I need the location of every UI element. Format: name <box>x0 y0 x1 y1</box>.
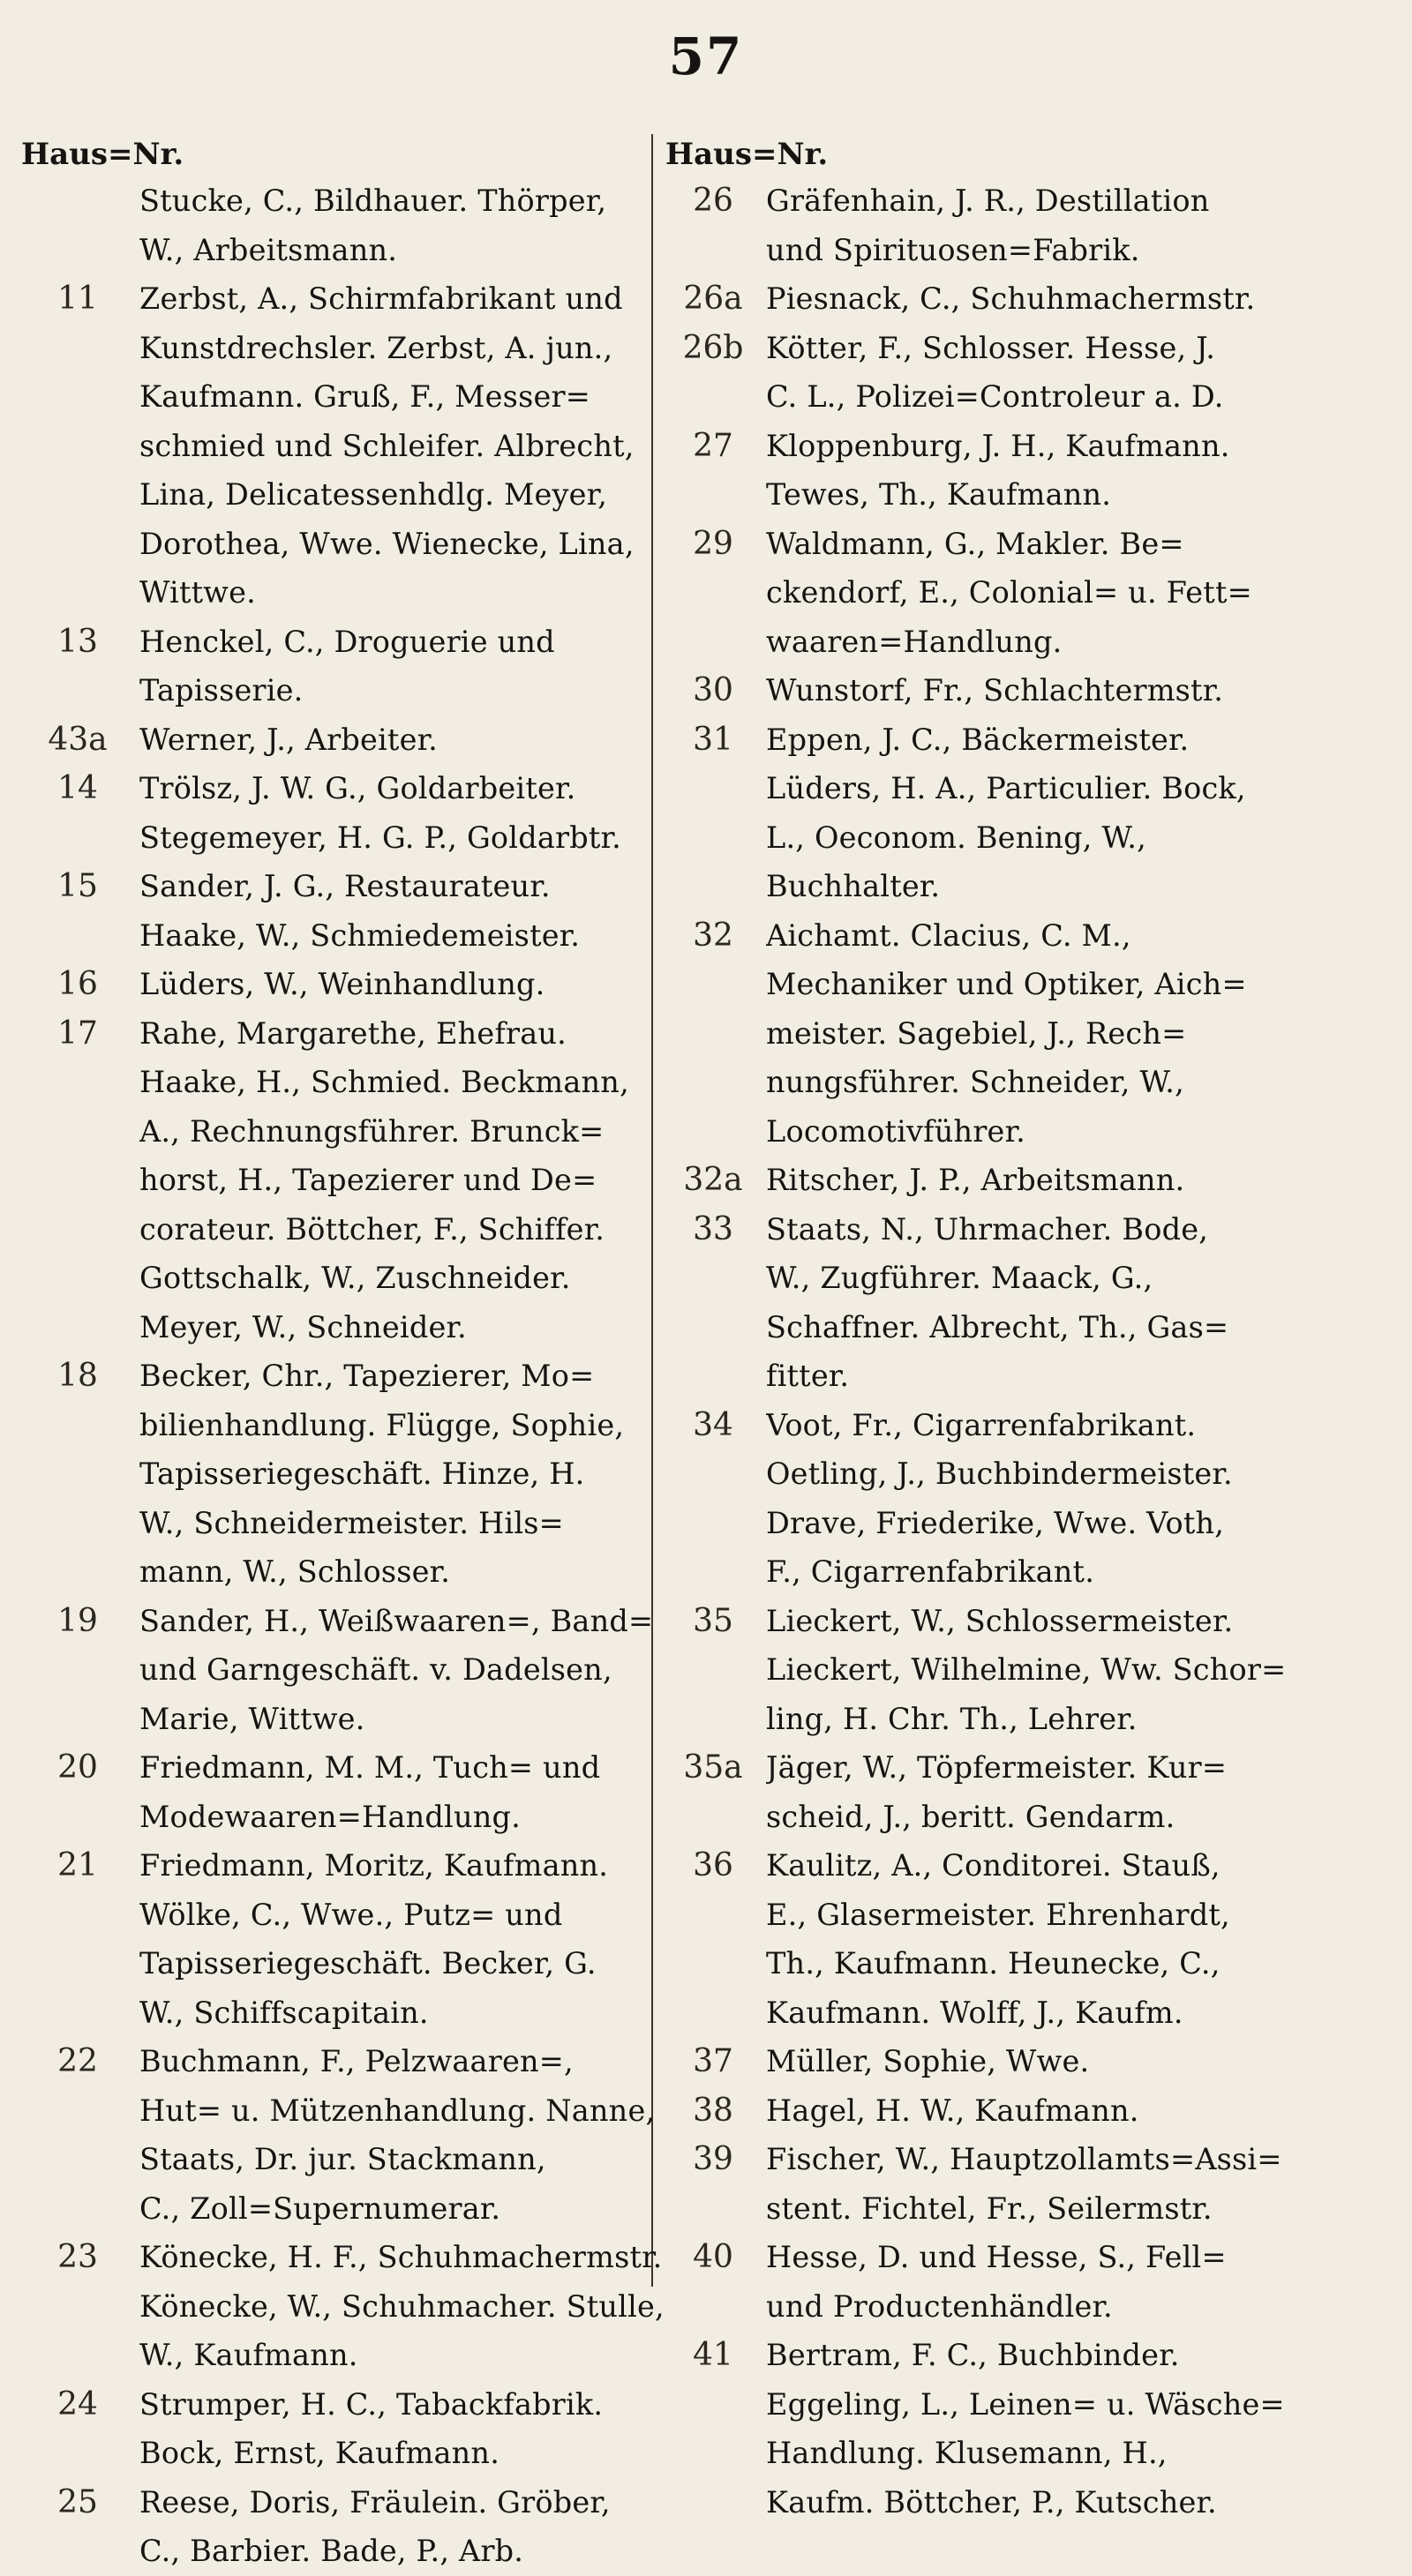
entry-line: Kloppenburg, J. H., Kaufmann. <box>766 428 1230 463</box>
entry-list <box>16 176 669 2576</box>
entry-line: Reese, Doris, Fräulein. Gröber, <box>139 2484 611 2520</box>
entry-line: C. L., Polizei=Controleur a. D. <box>766 379 1224 414</box>
entry-line: horst, H., Tapezierer und De= <box>139 1163 597 1197</box>
house-number: 23 <box>57 2239 98 2275</box>
right-column <box>660 132 1324 2527</box>
entry-line: Lüders, W., Weinhandlung. <box>139 967 545 1001</box>
entry-text <box>139 715 669 765</box>
entry-text <box>139 1743 669 1841</box>
house-number: 30 <box>693 672 733 708</box>
entry-list <box>660 176 1324 2527</box>
entry-line: Lieckert, Wilhelmine, Ww. Schor= <box>766 1652 1287 1687</box>
entry-line: waaren=Handlung. <box>766 624 1063 659</box>
entry-text <box>766 2135 1324 2233</box>
entry-text <box>766 2331 1324 2527</box>
directory-entry <box>16 2037 669 2233</box>
entry-text <box>766 1205 1324 1401</box>
directory-entry <box>660 1401 1324 1597</box>
entry-line: Trölsz, J. W. G., Goldarbeiter. <box>139 771 576 805</box>
directory-entry <box>660 2331 1324 2527</box>
entry-text <box>139 618 669 715</box>
house-number: 34 <box>693 1406 733 1443</box>
entry-line: W., Schneidermeister. Hils= <box>139 1505 564 1540</box>
entry-text <box>139 176 669 274</box>
entry-line: Könecke, W., Schuhmacher. Stulle, <box>139 2288 665 2324</box>
house-number: 38 <box>693 2092 733 2129</box>
house-number: 25 <box>57 2483 98 2520</box>
directory-entry <box>660 666 1324 715</box>
entry-line: Lina, Delicatessenhdlg. Meyer, <box>139 477 608 512</box>
entry-line: Meyer, W., Schneider. <box>139 1309 467 1344</box>
directory-entry <box>660 274 1324 324</box>
entry-line: Kötter, F., Schlosser. Hesse, J. <box>766 330 1216 365</box>
entry-line: Sander, J. G., Restaurateur. <box>139 869 551 903</box>
directory-entry <box>16 618 669 715</box>
entry-line: ckendorf, E., Colonial= u. Fett= <box>766 575 1252 610</box>
entry-text <box>766 324 1324 422</box>
directory-entry <box>660 911 1324 1157</box>
directory-entry <box>660 1205 1324 1401</box>
entry-line: Eppen, J. C., Bäckermeister. <box>766 722 1190 757</box>
entry-line: Bertram, F. C., Buchbinder. <box>766 2338 1180 2372</box>
directory-entry <box>16 1841 669 2037</box>
house-number: 20 <box>57 1749 98 1786</box>
entry-line: Buchhalter. <box>766 869 941 903</box>
house-number: 26 <box>693 183 733 219</box>
entry-line: Th., Kaufmann. Heunecke, C., <box>766 1946 1220 1981</box>
entry-text <box>766 1597 1324 1744</box>
entry-line: Zerbst, A., Schirmfabrikant und <box>139 281 623 316</box>
entry-line: Mechaniker und Optiker, Aich= <box>766 967 1247 1001</box>
directory-entry <box>16 1352 669 1597</box>
entry-line: Werner, J., Arbeiter. <box>139 722 439 757</box>
entry-line: Gräfenhain, J. R., Destillation <box>766 183 1210 218</box>
directory-entry <box>660 1841 1324 2037</box>
directory-entry <box>660 324 1324 422</box>
entry-line: Handlung. Klusemann, H., <box>766 2436 1168 2470</box>
entry-text <box>766 422 1324 520</box>
directory-entry <box>660 1597 1324 1744</box>
entry-line: Modewaaren=Handlung. <box>139 1799 522 1834</box>
entry-line: Kunstdrechsler. Zerbst, A. jun., <box>139 330 613 365</box>
entry-line: Dorothea, Wwe. Wienecke, Lina, <box>139 526 635 561</box>
entry-text <box>139 764 669 862</box>
entry-line: E., Glasermeister. Ehrenhardt, <box>766 1897 1230 1932</box>
house-number: 13 <box>57 623 98 660</box>
entry-line: Könecke, H. F., Schuhmachermstr. <box>139 2240 663 2274</box>
entry-line: bilienhandlung. Flügge, Sophie, <box>139 1407 625 1442</box>
entry-line: und Garngeschäft. v. Dadelsen, <box>139 1652 612 1687</box>
directory-entry <box>16 862 669 960</box>
entry-line: scheid, J., beritt. Gendarm. <box>766 1799 1175 1834</box>
entry-line: Marie, Wittwe. <box>139 1701 365 1736</box>
entry-text <box>766 274 1324 324</box>
house-number: 26b <box>682 329 744 366</box>
entry-line: Wunstorf, Fr., Schlachtermstr. <box>766 673 1224 708</box>
column-header: Haus=Nr. <box>21 137 184 172</box>
house-number: 18 <box>57 1358 98 1394</box>
house-number: 24 <box>57 2385 98 2422</box>
directory-entry <box>660 422 1324 520</box>
entry-line: Hesse, D. und Hesse, S., Fell= <box>766 2240 1227 2274</box>
entry-line: Drave, Friederike, Wwe. Voth, <box>766 1505 1225 1540</box>
house-number: 22 <box>57 2043 98 2079</box>
entry-line: C., Zoll=Supernumerar. <box>139 2190 501 2226</box>
house-number: 16 <box>57 966 98 1002</box>
entry-line: Gottschalk, W., Zuschneider. <box>139 1261 571 1295</box>
directory-entry <box>660 520 1324 667</box>
entry-text <box>766 2233 1324 2331</box>
entry-line: schmied und Schleifer. Albrecht, <box>139 428 635 463</box>
house-number: 43a <box>48 721 108 758</box>
entry-text <box>766 911 1324 1157</box>
directory-entry <box>16 960 669 1009</box>
directory-entry <box>16 715 669 765</box>
house-number: 17 <box>57 1015 98 1052</box>
house-number: 26a <box>683 281 743 317</box>
entry-text <box>766 176 1324 274</box>
entry-line: Stucke, C., Bildhauer. Thörper, <box>139 183 607 218</box>
entry-line: W., Schiffscapitain. <box>139 1995 429 2030</box>
entry-line: Fischer, W., Hauptzollamts=Assi= <box>766 2142 1282 2176</box>
entry-line: Wölke, C., Wwe., Putz= und <box>139 1897 563 1932</box>
entry-line: Tapisseriegeschäft. Becker, G. <box>139 1946 597 1981</box>
directory-entry <box>660 1156 1324 1205</box>
entry-line: Kaufmann. Wolff, J., Kaufm. <box>766 1995 1183 2030</box>
entry-line: corateur. Böttcher, F., Schiffer. <box>139 1211 605 1247</box>
house-number: 15 <box>57 868 98 904</box>
entry-text <box>139 2478 669 2576</box>
directory-entry <box>660 2086 1324 2136</box>
entry-line: ling, H. Chr. Th., Lehrer. <box>766 1701 1138 1736</box>
entry-line: Locomotivführer. <box>766 1113 1025 1149</box>
entry-line: Oetling, J., Buchbindermeister. <box>766 1456 1233 1491</box>
directory-entry <box>16 1743 669 1841</box>
entry-line: C., Barbier. Bade, P., Arb. <box>139 2534 524 2568</box>
entry-line: und Productenhändler. <box>766 2288 1113 2324</box>
entry-line: Lieckert, W., Schlossermeister. <box>766 1603 1234 1638</box>
house-number: 32a <box>683 1162 743 1198</box>
entry-line: Wittwe. <box>139 575 257 610</box>
entry-text <box>139 2380 669 2478</box>
entry-text <box>139 1841 669 2037</box>
entry-line: F., Cigarrenfabrikant. <box>766 1554 1095 1589</box>
entry-line: Lüders, H. A., Particulier. Bock, <box>766 771 1246 805</box>
house-number: 29 <box>693 525 733 562</box>
entry-line: meister. Sagebiel, J., Rech= <box>766 1015 1187 1051</box>
directory-entry <box>16 2478 669 2576</box>
house-number: 35a <box>683 1749 743 1786</box>
entry-line: Tapisseriegeschäft. Hinze, H. <box>139 1456 585 1491</box>
entry-line: und Spirituosen=Fabrik. <box>766 232 1140 267</box>
entry-line: W., Zugführer. Maack, G., <box>766 1261 1153 1295</box>
entry-line: Haake, W., Schmiedemeister. <box>139 917 581 953</box>
directory-entry <box>660 2233 1324 2331</box>
entry-text <box>766 666 1324 715</box>
entry-text <box>139 862 669 960</box>
house-number: 40 <box>693 2239 733 2275</box>
house-number: 32 <box>693 917 733 954</box>
directory-entry <box>16 1597 669 1744</box>
entry-line: mann, W., Schlosser. <box>139 1554 451 1589</box>
entry-line: Hut= u. Mützenhandlung. Nanne, <box>139 2093 656 2128</box>
directory-entry <box>660 176 1324 274</box>
entry-line: Tapisserie. <box>139 673 304 708</box>
entry-line: Friedmann, Moritz, Kaufmann. <box>139 1848 609 1883</box>
entry-line: Staats, N., Uhrmacher. Bode, <box>766 1211 1209 1247</box>
entry-text <box>139 1352 669 1597</box>
house-number: 27 <box>693 427 733 464</box>
entry-line: Müller, Sophie, Wwe. <box>766 2044 1090 2078</box>
entry-line: Ritscher, J. P., Arbeitsmann. <box>766 1163 1185 1197</box>
entry-line: Kaufm. Böttcher, P., Kutscher. <box>766 2484 1217 2520</box>
entry-line: Piesnack, C., Schuhmachermstr. <box>766 281 1256 316</box>
entry-text <box>139 960 669 1009</box>
entry-line: W., Kaufmann. <box>139 2338 358 2372</box>
entry-line: Strumper, H. C., Tabackfabrik. <box>139 2386 604 2422</box>
entry-line: Tewes, Th., Kaufmann. <box>766 477 1112 512</box>
entry-text <box>766 2086 1324 2136</box>
entry-line: Staats, Dr. jur. Stackmann, <box>139 2142 546 2176</box>
entry-line: Becker, Chr., Tapezierer, Mo= <box>139 1359 595 1393</box>
entry-text <box>766 1743 1324 1841</box>
house-number: 14 <box>57 770 98 806</box>
entry-line: nungsführer. Schneider, W., <box>766 1065 1184 1099</box>
entry-line: W., Arbeitsmann. <box>139 232 398 267</box>
house-number: 19 <box>57 1602 98 1639</box>
entry-line: Schaffner. Albrecht, Th., Gas= <box>766 1309 1229 1344</box>
entry-line: stent. Fichtel, Fr., Seilermstr. <box>766 2190 1213 2226</box>
entry-line: Bock, Ernst, Kaufmann. <box>139 2436 500 2470</box>
entry-line: Jäger, W., Töpfermeister. Kur= <box>766 1750 1228 1785</box>
directory-entry <box>16 1009 669 1352</box>
house-number: 21 <box>57 1847 98 1883</box>
entry-line: Buchmann, F., Pelzwaaren=, <box>139 2044 574 2078</box>
house-number: 41 <box>693 2337 733 2373</box>
entry-line: Eggeling, L., Leinen= u. Wäsche= <box>766 2386 1285 2422</box>
entry-line: Friedmann, M. M., Tuch= und <box>139 1750 601 1785</box>
entry-line: Kaufmann. Gruß, F., Messer= <box>139 379 590 414</box>
entry-line: A., Rechnungsführer. Brunck= <box>139 1113 605 1149</box>
entry-text <box>766 2037 1324 2086</box>
house-number: 33 <box>693 1210 733 1247</box>
directory-entry <box>660 2135 1324 2233</box>
directory-entry <box>16 764 669 862</box>
entry-text <box>766 1841 1324 2037</box>
entry-text <box>139 1009 669 1352</box>
directory-entry <box>660 715 1324 911</box>
entry-text <box>139 274 669 618</box>
directory-entry <box>660 2037 1324 2086</box>
house-number: 31 <box>693 721 733 758</box>
entry-line: Rahe, Margarethe, Ehefrau. <box>139 1015 567 1051</box>
house-number: 36 <box>693 1847 733 1883</box>
entry-text <box>139 1597 669 1744</box>
entry-line: Sander, H., Weißwaaren=, Band= <box>139 1603 654 1638</box>
directory-entry <box>660 1743 1324 1841</box>
house-number: 35 <box>693 1602 733 1639</box>
entry-text <box>766 1156 1324 1205</box>
entry-line: Henckel, C., Droguerie und <box>139 624 555 659</box>
house-number: 39 <box>693 2141 733 2177</box>
directory-entry <box>16 2380 669 2478</box>
entry-line: L., Oeconom. Bening, W., <box>766 820 1146 855</box>
entry-text <box>766 520 1324 667</box>
entry-text <box>766 1401 1324 1597</box>
column-header: Haus=Nr. <box>665 137 829 172</box>
entry-line: Aichamt. Clacius, C. M., <box>766 917 1131 953</box>
entry-text <box>139 2233 669 2380</box>
entry-line: fitter. <box>766 1359 850 1393</box>
entry-text <box>139 2037 669 2233</box>
entry-line: Stegemeyer, H. G. P., Goldarbtr. <box>139 820 621 855</box>
house-number: 37 <box>693 2043 733 2079</box>
entry-line: Voot, Fr., Cigarrenfabrikant. <box>766 1407 1197 1442</box>
directory-entry <box>16 274 669 618</box>
directory-entry <box>16 2233 669 2380</box>
entry-line: Hagel, H. W., Kaufmann. <box>766 2093 1139 2128</box>
left-column <box>16 132 669 2576</box>
entry-line: Haake, H., Schmied. Beckmann, <box>139 1065 629 1099</box>
house-number: 11 <box>57 281 98 317</box>
directory-entry <box>16 176 669 274</box>
entry-line: Waldmann, G., Makler. Be= <box>766 526 1184 561</box>
page-number: 57 <box>668 26 744 86</box>
entry-line: Kaulitz, A., Conditorei. Stauß, <box>766 1848 1220 1883</box>
entry-text <box>766 715 1324 911</box>
